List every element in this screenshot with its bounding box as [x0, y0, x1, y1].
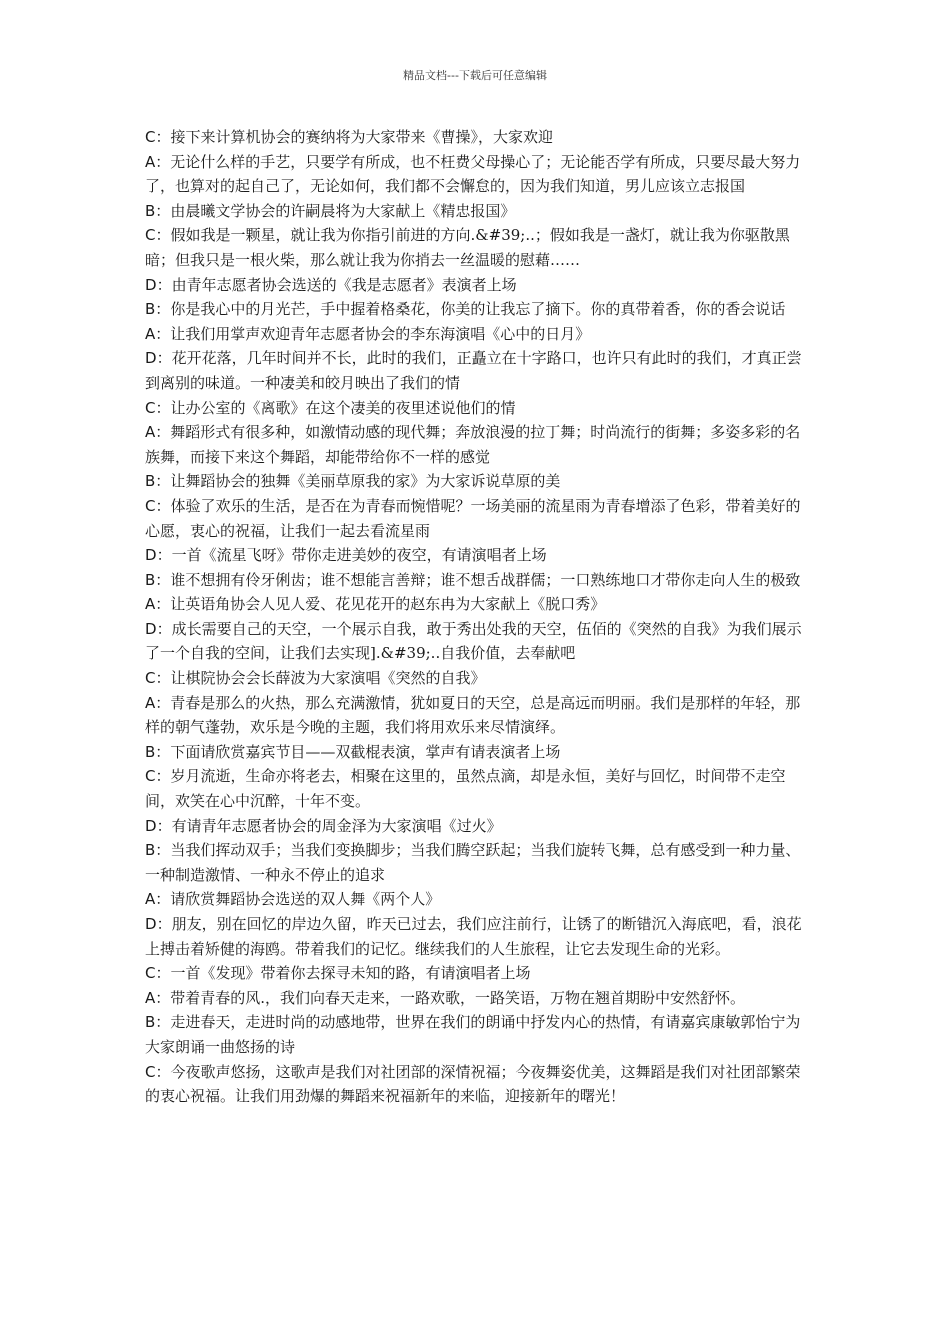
speaker-label: B — [145, 742, 156, 761]
speaker-label: A — [145, 890, 156, 909]
speaker-separator: ： — [155, 226, 171, 245]
speaker-label: B — [145, 300, 156, 319]
dialogue-text: 让棋院协会会长薛波为大家演唱《突然的自我》 — [170, 669, 486, 688]
speaker-separator: ： — [155, 841, 171, 860]
dialogue-line — [145, 1010, 810, 1059]
document-body — [145, 125, 810, 1109]
speaker-separator: ： — [155, 398, 171, 417]
dialogue-line — [145, 125, 810, 150]
dialogue-text: 由青年志愿者协会选送的《我是志愿者》表演者上场 — [171, 275, 517, 294]
dialogue-line — [145, 322, 810, 347]
speaker-label: C — [145, 1062, 156, 1081]
speaker-label: B — [145, 841, 156, 860]
page-header: 精品文档---下载后可任意编辑 — [403, 69, 547, 82]
dialogue-line — [145, 838, 810, 887]
speaker-label: A — [145, 693, 156, 712]
speaker-separator: ： — [155, 128, 171, 146]
speaker-label: B — [145, 472, 156, 491]
dialogue-line — [145, 814, 810, 839]
speaker-label: C — [145, 767, 156, 786]
speaker-label: B — [145, 201, 156, 220]
speaker-separator: ： — [156, 546, 172, 565]
speaker-label: A — [145, 152, 156, 171]
dialogue-line — [145, 887, 810, 912]
speaker-label: D — [145, 546, 157, 565]
dialogue-line — [145, 273, 810, 298]
speaker-separator: ： — [155, 472, 171, 491]
speaker-label: C — [145, 128, 156, 146]
dialogue-line — [145, 543, 810, 568]
dialogue-line — [145, 150, 810, 199]
dialogue-text: 让舞蹈协会的独舞《美丽草原我的家》为大家诉说草原的美 — [170, 472, 561, 491]
speaker-separator: ： — [155, 201, 171, 220]
speaker-separator: ： — [155, 152, 171, 171]
dialogue-text: 今夜歌声悠扬，这歌声是我们对社团部的深情祝福；今夜舞姿优美，这舞蹈是我们对社团部繁荣的衷心祝福。让我们用劲爆的舞蹈来祝福新年的来临，迎接新年的曙光！ — [145, 1062, 801, 1106]
speaker-label: D — [145, 619, 157, 638]
dialogue-line — [145, 986, 810, 1011]
dialogue-text: 假如我是一颗星，就让我为你指引前进的方向.&#39;..；假如我是一盏灯，就让我为你驱散黑暗；但我只是一根火柴，那么就让我为你捎去一丝温暖的慰藉…… — [145, 226, 790, 269]
dialogue-text: 带着青春的风.，我们向春天走来，一路欢歌，一路笑语，万物在翘首期盼中安然舒怀。 — [170, 988, 746, 1007]
speaker-separator: ： — [155, 742, 171, 761]
speaker-separator: ： — [155, 496, 171, 515]
speaker-separator: ： — [155, 964, 171, 983]
dialogue-line — [145, 297, 810, 322]
dialogue-line — [145, 568, 810, 593]
dialogue-line — [145, 199, 810, 224]
speaker-separator: ： — [155, 570, 171, 589]
dialogue-line — [145, 592, 810, 617]
speaker-separator: ： — [155, 1062, 171, 1081]
speaker-label: D — [145, 915, 157, 933]
dialogue-line — [145, 223, 810, 272]
dialogue-text: 走进春天，走进时尚的动感地带，世界在我们的朗诵中抒发内心的热情，有请嘉宾康敏郭怡宁为大家朗诵一曲悠扬的诗 — [145, 1013, 801, 1056]
speaker-separator: ： — [155, 300, 171, 319]
speaker-label: C — [145, 226, 156, 245]
dialogue-line — [145, 961, 810, 986]
speaker-label: C — [145, 496, 156, 515]
dialogue-text: 你是我心中的月光芒，手中握着格桑花，你美的让我忘了摘下。你的真带着香，你的香会说话 — [170, 300, 786, 319]
speaker-separator: ： — [156, 349, 172, 368]
speaker-label: C — [145, 669, 156, 688]
dialogue-text: 有请青年志愿者协会的周金泽为大家演唱《过火》 — [171, 816, 502, 835]
dialogue-text: 岁月流逝，生命亦将老去，相聚在这里的，虽然点滴，却是永恒，美好与回忆，时间带不走空间，欢笑在心中沉醉，十年不变。 — [145, 767, 786, 811]
speaker-separator: ： — [155, 767, 171, 786]
dialogue-line — [145, 396, 810, 421]
dialogue-line — [145, 764, 810, 813]
dialogue-text: 让我们用掌声欢迎青年志愿者协会的李东海演唱《心中的日月》 — [170, 324, 591, 343]
speaker-label: D — [145, 349, 157, 368]
dialogue-line — [145, 420, 810, 469]
speaker-separator: ： — [156, 275, 172, 294]
dialogue-line — [145, 346, 810, 395]
dialogue-text: 朋友，别在回忆的岸边久留，昨天已过去，我们应注前行，让锈了的断错沉入海底吧，看，浪花上搏击着矫健的海鸥。带着我们的记忆。继续我们的人生旅程，让它去发现生命的光彩。 — [145, 915, 802, 958]
dialogue-text: 当我们挥动双手；当我们变换脚步；当我们腾空跃起；当我们旋转飞舞，总有感受到一种力量、一种制造激情、一种永不停止的追求 — [145, 841, 801, 884]
speaker-separator: ： — [156, 619, 172, 638]
dialogue-text: 一首《发现》带着你去探寻未知的路，有请演唱者上场 — [170, 964, 531, 983]
dialogue-text: 成长需要自己的天空，一个展示自我，敢于秀出处我的天空，伍佰的《突然的自我》为我们展示了一个自我的空间，让我们去实现].&#39;..自我价值，去奉献吧 — [145, 619, 802, 663]
dialogue-text: 下面请欣赏嘉宾节目——双截棍表演，掌声有请表演者上场 — [170, 742, 561, 761]
dialogue-line — [145, 617, 810, 666]
speaker-separator: ： — [155, 324, 171, 343]
dialogue-line — [145, 691, 810, 740]
dialogue-text: 由晨曦文学协会的许嗣晨将为大家献上《精忠报国》 — [170, 201, 516, 220]
dialogue-text: 无论什么样的手艺，只要学有所成，也不枉费父母操心了；无论能否学有所成，只要尽最大努力了，也算对的起自己了，无论如何，我们都不会懈怠的，因为我们知道，男儿应该立志报国 — [145, 152, 801, 196]
dialogue-text: 青春是那么的火热，那么充满激情，犹如夏日的天空，总是高远而明丽。我们是那样的年轻，那样的朝气蓬勃，欢乐是今晚的主题，我们将用欢乐来尽情演绎。 — [145, 693, 801, 737]
dialogue-text: 舞蹈形式有很多种，如激情动感的现代舞；奔放浪漫的拉丁舞；时尚流行的街舞；多姿多彩的名族舞，而接下来这个舞蹈，却能带给你不一样的感觉 — [145, 423, 801, 466]
speaker-separator: ： — [156, 816, 172, 835]
speaker-separator: ： — [156, 915, 172, 933]
dialogue-line — [145, 1060, 810, 1109]
speaker-label: A — [145, 988, 156, 1007]
speaker-label: B — [145, 1013, 156, 1032]
speaker-label: A — [145, 595, 156, 614]
dialogue-line — [145, 469, 810, 494]
speaker-label: C — [145, 964, 156, 983]
dialogue-line — [145, 494, 810, 543]
dialogue-text: 谁不想拥有伶牙俐齿；谁不想能言善辩；谁不想舌战群儒；一口熟练地口才带你走向人生的极致 — [170, 570, 801, 589]
speaker-label: D — [145, 816, 157, 835]
speaker-label: C — [145, 398, 156, 417]
speaker-separator: ： — [155, 423, 171, 442]
dialogue-line — [145, 912, 810, 961]
dialogue-text: 花开花落，几年时间并不长，此时的我们，正矗立在十字路口，也许只有此时的我们，才真正尝到离别的味道。一种凄美和皎月映出了我们的情 — [145, 349, 802, 392]
dialogue-line — [145, 666, 810, 691]
speaker-separator: ： — [155, 595, 171, 614]
dialogue-text: 接下来计算机协会的赛纳将为大家带来《曹操》，大家欢迎 — [170, 128, 554, 146]
speaker-label: D — [145, 275, 157, 294]
speaker-label: B — [145, 570, 156, 589]
speaker-separator: ： — [155, 988, 171, 1007]
speaker-separator: ： — [155, 1013, 171, 1032]
dialogue-text: 一首《流星飞呀》带你走进美妙的夜空，有请演唱者上场 — [171, 546, 547, 565]
dialogue-text: 让英语角协会人见人爱、花见花开的赵东冉为大家献上《脱口秀》 — [170, 595, 606, 614]
speaker-label: A — [145, 324, 156, 343]
speaker-label: A — [145, 423, 156, 442]
speaker-separator: ： — [155, 693, 171, 712]
dialogue-text: 让办公室的《离歌》在这个凄美的夜里述说他们的情 — [170, 398, 516, 417]
dialogue-line — [145, 740, 810, 765]
dialogue-text: 体验了欢乐的生活，是否在为青春而惋惜呢？一场美丽的流星雨为青春增添了色彩，带着美好的心愿，衷心的祝福，让我们一起去看流星雨 — [145, 496, 801, 540]
speaker-separator: ： — [155, 890, 171, 909]
dialogue-text: 请欣赏舞蹈协会选送的双人舞《两个人》 — [170, 890, 441, 909]
speaker-separator: ： — [155, 669, 171, 688]
